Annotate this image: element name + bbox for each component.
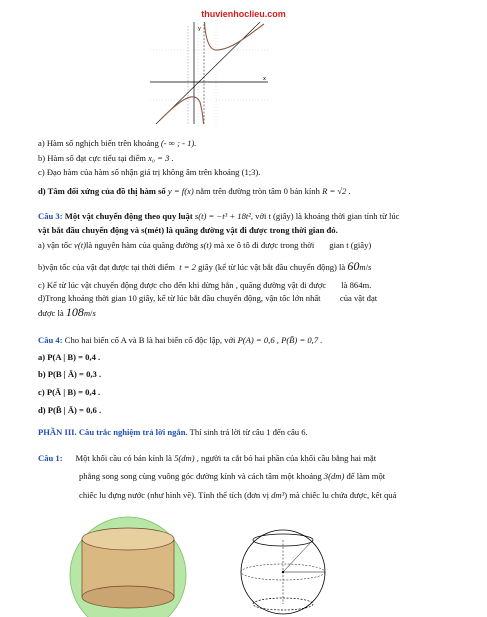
q3-stem: Câu 3: Một vật chuyển động theo quy luật s(t) = −t³ + 18t², với t (giây) là khoảng thời gian tính từ lúc bbox=[38, 211, 400, 221]
q3-option-b: b)vận tốc của vật đạt được tại thời điểm t = 2 giây (kể từ lúc vật bắt đầu chuyển động) là 60m/s bbox=[38, 259, 372, 273]
q1-line-1: Câu 1: Một khối cầu có bán kính là 5(dm) , người ta cắt bỏ hai phần của khối cầu bằng hai mặt bbox=[38, 453, 377, 463]
q4-option-a: a) P(A | B) = 0,4 . bbox=[38, 352, 101, 362]
q4-option-d: d) P(B̄ | Ā) = 0,6 . bbox=[38, 405, 102, 415]
q2-option-a: a) Hàm số nghịch biến trên khoảng (- ∞ ; - 1). bbox=[38, 138, 197, 148]
q2-option-c: c) Đạo hàm của hàm số nhận giá trị không âm trên khoảng (1;3). bbox=[38, 167, 261, 177]
q2-option-d: d) Tâm đối xứng của đồ thị hàm số y = f(x) nằm trên đường tròn tâm 0 bán kính R = √2 . bbox=[38, 186, 351, 196]
q2-option-b: b) Hàm số đạt cực tiểu tại điểm x₀ = 3 . bbox=[38, 153, 174, 163]
watermark: thuvienhoclieu.com bbox=[201, 9, 286, 19]
q4-stem: Câu 4: Cho hai biến cố A và B là hai biến cố độc lập, với P(A) = 0,6 , P(B̄) = 0,7 . bbox=[38, 335, 323, 345]
svg-text:x: x bbox=[263, 76, 266, 82]
q1-line-2: phẳng song song cùng vuông góc đường kính và cách tâm một khoảng 3(dm) để làm một bbox=[79, 471, 386, 481]
q4-option-c: c) P(Ā | B) = 0,4 . bbox=[38, 387, 101, 397]
svg-text:y: y bbox=[198, 26, 201, 32]
part3-heading: PHẦN III. Câu trắc nghiệm trả lời ngắn. Thí sinh trả lời từ câu 1 đến câu 6. bbox=[38, 427, 308, 437]
function-graph bbox=[150, 20, 270, 128]
sphere-lu-figure bbox=[60, 513, 196, 617]
q3-option-d-cont: được là 108m/s bbox=[38, 305, 96, 319]
q1-line-3: chiếc lu đựng nước (như hình vẽ). Tính thể tích (đơn vị dm³) mà chiếc lu chứa được, kết quả bbox=[79, 490, 397, 500]
sphere-cut-diagram bbox=[238, 520, 328, 617]
q3-option-c: c) Kể từ lúc vật chuyển động được cho đến khi dừng hẳn , quãng đường vật đi được là 864m. bbox=[38, 280, 372, 290]
q4-option-b: b) P(B | Ā) = 0,3 . bbox=[38, 369, 102, 379]
q3-stem-2: vật bắt đầu chuyển động và s(mét) là quãng đường vật đi được trong thời gian đó. bbox=[38, 225, 338, 235]
q3-option-a: a) vận tốc v(t)là nguyên hàm của quãng đường s(t) mà xe ô tô đi được trong thời gian t (giây) bbox=[38, 240, 372, 250]
q3-option-d: d)Trong khoảng thời gian 10 giây, kể từ lúc bắt đầu chuyển động, vận tốc lớn nhất của vật đạt bbox=[38, 293, 378, 303]
